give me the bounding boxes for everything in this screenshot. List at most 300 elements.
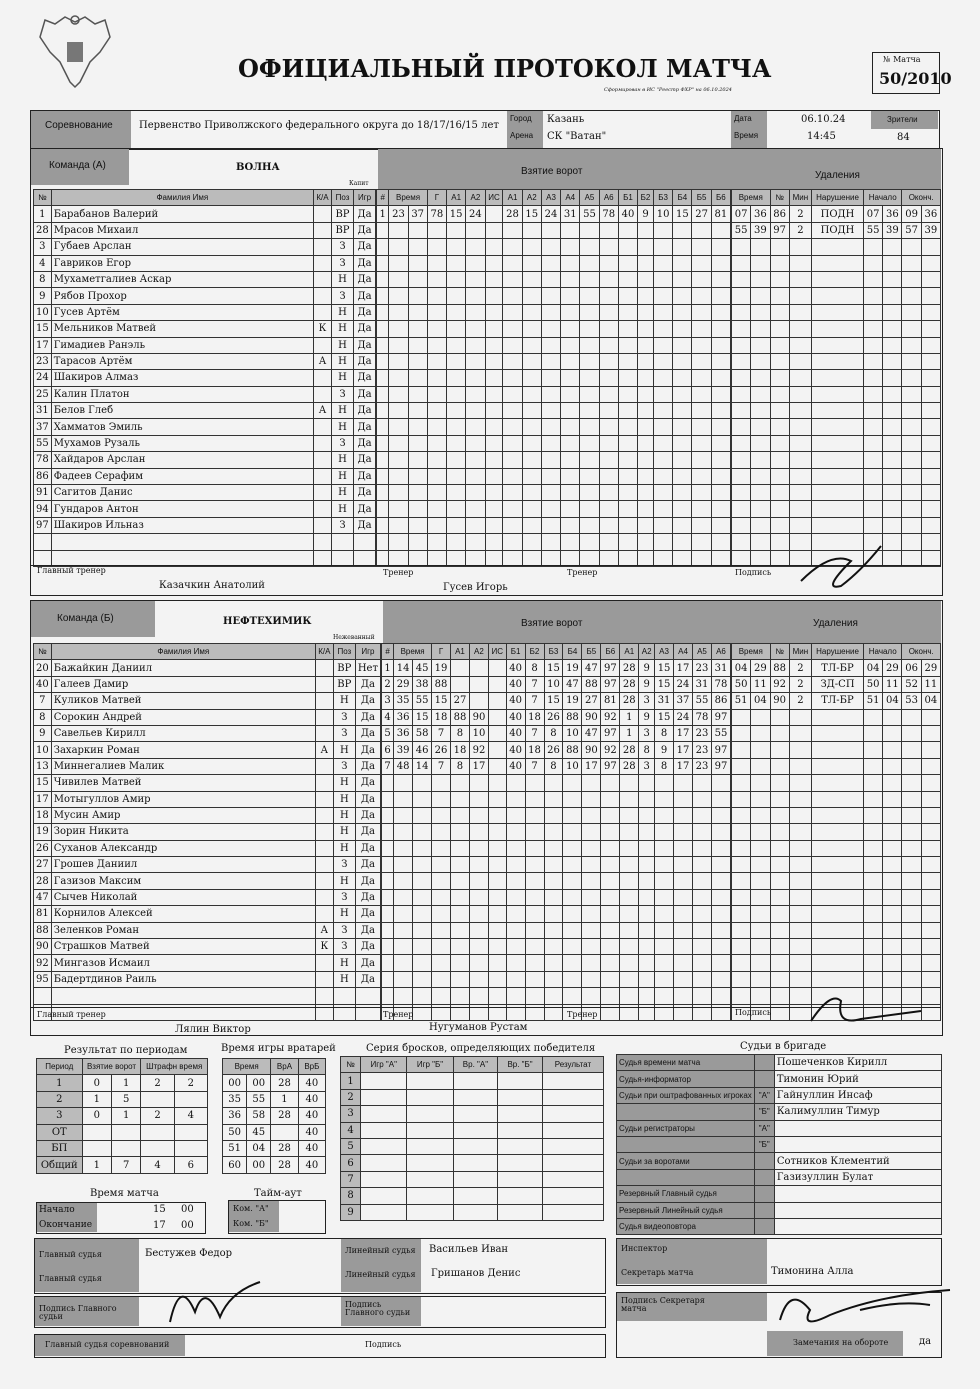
- pen-header-cell: №: [770, 644, 789, 660]
- player-number: 28: [34, 222, 52, 238]
- pen-cell: [921, 725, 940, 741]
- goal-cell: [427, 271, 446, 287]
- player-role: [315, 988, 333, 1004]
- player-played: Да: [354, 370, 376, 386]
- goal-cell: [599, 271, 618, 287]
- table-row: [382, 971, 731, 987]
- gk-cell: 40: [298, 1108, 325, 1124]
- pen-cell: [812, 775, 864, 791]
- goal-cell: [469, 889, 488, 905]
- goal-cell: [389, 222, 408, 238]
- shootout-cell: [453, 1155, 498, 1171]
- pen-cell: [921, 501, 940, 517]
- pen-cell: 50: [863, 676, 882, 692]
- goal-cell: [503, 288, 522, 304]
- goal-cell: [503, 517, 522, 533]
- goal-cell: [601, 791, 620, 807]
- player-position: З: [333, 889, 355, 905]
- shootout-cell: [498, 1138, 543, 1154]
- referee-name: [774, 1136, 941, 1152]
- goal-cell: [506, 939, 525, 955]
- goal-cell: 15: [413, 709, 432, 725]
- goal-cell: [451, 824, 470, 840]
- goal-cell: [503, 468, 522, 484]
- pen-cell: [902, 534, 921, 550]
- goal-cell: [413, 988, 432, 1004]
- goal-cell: [485, 468, 503, 484]
- team-b-coach: Лялин Виктор: [175, 1024, 251, 1035]
- player-name: Губаев Арслан: [51, 239, 313, 255]
- pen-cell: [902, 403, 921, 419]
- table-row: [34, 517, 376, 533]
- goal-cell: [692, 791, 711, 807]
- player-role: [315, 955, 333, 971]
- pen-cell: [789, 857, 811, 873]
- goal-cell: [541, 239, 560, 255]
- match-no-label: № Матча: [883, 55, 921, 64]
- goals-header-cell: А2: [469, 644, 488, 660]
- pen-cell: [902, 840, 921, 856]
- pen-cell: [751, 840, 770, 856]
- goal-cell: [654, 386, 673, 402]
- goal-cell: [541, 353, 560, 369]
- goal-cell: 10: [563, 725, 582, 741]
- player-position: Н: [333, 824, 355, 840]
- period-cell: 7: [112, 1157, 141, 1173]
- goal-cell: [618, 255, 637, 271]
- goal-cell: [580, 534, 599, 550]
- goal-cell: 15: [522, 206, 541, 222]
- goal-cell: [522, 403, 541, 419]
- goal-cell: [389, 419, 408, 435]
- shootout-cell: [498, 1188, 543, 1204]
- goal-cell: [389, 485, 408, 501]
- goal-cell: [522, 501, 541, 517]
- goal-cell: 28: [620, 676, 639, 692]
- pen-cell: [921, 321, 940, 337]
- period-cell: [174, 1124, 207, 1140]
- goal-cell: [674, 939, 693, 955]
- goals-header-cell: Б6: [711, 190, 730, 206]
- table-row: [341, 1171, 604, 1187]
- goal-cell: [503, 239, 522, 255]
- goal-cell: [488, 824, 506, 840]
- table-row: [37, 1157, 208, 1173]
- goal-cell: [432, 857, 451, 873]
- goal-cell: [485, 337, 503, 353]
- goal-cell: [377, 321, 389, 337]
- goal-cell: [544, 939, 563, 955]
- pen-cell: [789, 370, 811, 386]
- pen-cell: [863, 758, 882, 774]
- goal-cell: [711, 906, 730, 922]
- goal-cell: [692, 840, 711, 856]
- pen-cell: [751, 988, 770, 1004]
- goal-cell: [599, 452, 618, 468]
- goal-cell: 97: [601, 660, 620, 676]
- goal-cell: [432, 873, 451, 889]
- goal-cell: [673, 288, 692, 304]
- goal-cell: [447, 534, 466, 550]
- goal-cell: [488, 955, 506, 971]
- goal-cell: [408, 517, 427, 533]
- player-name: Захаркин Роман: [51, 742, 315, 758]
- shootout-table: [340, 1056, 604, 1221]
- goal-cell: [427, 452, 446, 468]
- goal-cell: [382, 955, 394, 971]
- goal-cell: [544, 889, 563, 905]
- pen-cell: [770, 709, 789, 725]
- pen-cell: [812, 857, 864, 873]
- table-row: [37, 1091, 208, 1107]
- table-row: [34, 452, 376, 468]
- goal-cell: [377, 288, 389, 304]
- pen-cell: [789, 824, 811, 840]
- pen-cell: ПОДН: [812, 206, 864, 222]
- referee-tag: [754, 1169, 774, 1185]
- goal-cell: [563, 988, 582, 1004]
- player-played: Да: [355, 775, 380, 791]
- player-name: Суханов Александр: [51, 840, 315, 856]
- goal-cell: [620, 840, 639, 856]
- pen-cell: [732, 419, 751, 435]
- player-position: З: [333, 922, 355, 938]
- pen-cell: [902, 239, 921, 255]
- goal-cell: [692, 419, 711, 435]
- goal-cell: [466, 370, 485, 386]
- goal-cell: [639, 857, 655, 873]
- player-position: Н: [332, 452, 354, 468]
- pen-cell: [732, 775, 751, 791]
- team-a-coach: Казачкин Анатолий: [159, 580, 265, 591]
- pen-cell: [732, 824, 751, 840]
- pen-cell: [751, 889, 770, 905]
- goal-cell: [522, 435, 541, 451]
- pen-cell: [732, 758, 751, 774]
- player-played: Да: [355, 857, 380, 873]
- shootout-cell: [453, 1188, 498, 1204]
- goal-cell: [618, 321, 637, 337]
- player-role: [315, 824, 333, 840]
- goal-cell: [544, 955, 563, 971]
- goal-cell: 55: [580, 206, 599, 222]
- pen-cell: [921, 889, 940, 905]
- goal-cell: [674, 807, 693, 823]
- player-role: К: [315, 939, 333, 955]
- shootout-cell: [453, 1171, 498, 1187]
- pen-cell: [770, 386, 789, 402]
- shootout-num: 5: [341, 1138, 361, 1154]
- goal-cell: 55: [711, 725, 730, 741]
- table-row: [732, 435, 941, 451]
- goals-header-cell: Б6: [601, 644, 620, 660]
- goal-cell: [654, 222, 673, 238]
- goal-cell: [620, 906, 639, 922]
- goal-cell: 3: [639, 725, 655, 741]
- table-row: [377, 468, 731, 484]
- goal-cell: [432, 971, 451, 987]
- goals-header-cell: А1: [447, 190, 466, 206]
- goal-cell: [674, 857, 693, 873]
- goal-cell: [582, 807, 601, 823]
- period-cell: [82, 1140, 111, 1156]
- pen-cell: [921, 337, 940, 353]
- table-row: [341, 1122, 604, 1138]
- pen-cell: [770, 971, 789, 987]
- player-played: Да: [355, 676, 380, 692]
- goal-cell: [544, 873, 563, 889]
- period-cell: [174, 1091, 207, 1107]
- pen-cell: 36: [921, 206, 940, 222]
- goal-cell: [711, 939, 730, 955]
- roster-header-cell: Игр: [354, 190, 376, 206]
- pen-cell: [770, 807, 789, 823]
- goal-cell: [413, 857, 432, 873]
- period-cell: 1: [112, 1108, 141, 1124]
- goal-cell: [447, 255, 466, 271]
- periods-header: [37, 1059, 208, 1075]
- goal-cell: [692, 452, 711, 468]
- goal-cell: 92: [601, 742, 620, 758]
- period-cell: 2: [37, 1091, 83, 1107]
- referee-role: Судья-информатор: [617, 1071, 755, 1087]
- goal-cell: 40: [506, 709, 525, 725]
- goal-cell: [488, 988, 506, 1004]
- pen-cell: [751, 791, 770, 807]
- player-name: [51, 534, 313, 550]
- pen-cell: [789, 742, 811, 758]
- goal-cell: [601, 840, 620, 856]
- team-b-coach2: Нугуманов Рустам: [429, 1022, 528, 1033]
- goal-cell: [466, 403, 485, 419]
- goal-cell: [432, 791, 451, 807]
- pen-cell: [789, 906, 811, 922]
- goal-cell: 1: [620, 709, 639, 725]
- goal-cell: [582, 971, 601, 987]
- team-a-name: ВОЛНА: [236, 162, 280, 173]
- pen-cell: [812, 419, 864, 435]
- referee-tag: [754, 1071, 774, 1087]
- start-hours: 15: [153, 1204, 166, 1215]
- pen-cell: 11: [883, 676, 902, 692]
- timeout-title: Тайм-аут: [254, 1188, 302, 1199]
- pen-cell: [812, 353, 864, 369]
- table-row: [377, 485, 731, 501]
- goal-cell: [503, 370, 522, 386]
- pen-cell: [883, 889, 902, 905]
- goal-cell: [389, 304, 408, 320]
- table-row: [382, 889, 731, 905]
- goals-header-cell: Время: [389, 190, 427, 206]
- pen-cell: [789, 452, 811, 468]
- pen-cell: [863, 370, 882, 386]
- goal-cell: [561, 452, 580, 468]
- pen-cell: [902, 485, 921, 501]
- goal-cell: [673, 321, 692, 337]
- main-ref-value: Бестужев Федор: [145, 1248, 233, 1259]
- table-row: [382, 693, 731, 709]
- line-ref1-value: Васильев Иван: [429, 1244, 509, 1255]
- table-row: [382, 775, 731, 791]
- goal-cell: [655, 889, 674, 905]
- goal-cell: [451, 889, 470, 905]
- pen-cell: [812, 435, 864, 451]
- goal-cell: [485, 304, 503, 320]
- referee-name: [774, 1120, 941, 1136]
- referee-name: Сотников Клементий: [774, 1153, 941, 1169]
- player-played: Да: [355, 971, 380, 987]
- pen-cell: [883, 435, 902, 451]
- pen-cell: [732, 922, 751, 938]
- pen-cell: 39: [883, 222, 902, 238]
- goal-cell: 28: [620, 742, 639, 758]
- goal-cell: [408, 239, 427, 255]
- pen-header-cell: Оконч.: [902, 190, 941, 206]
- pen-cell: [770, 370, 789, 386]
- player-name: Газизов Максим: [51, 873, 315, 889]
- remarks-value: да: [919, 1336, 932, 1347]
- goal-cell: [580, 468, 599, 484]
- goal-cell: 8: [544, 725, 563, 741]
- goal-cell: [673, 370, 692, 386]
- table-row: [223, 1075, 326, 1091]
- table-row: [377, 501, 731, 517]
- pen-cell: [883, 939, 902, 955]
- pen-cell: [863, 321, 882, 337]
- goal-cell: 26: [544, 709, 563, 725]
- goal-cell: [451, 922, 470, 938]
- pen-cell: [883, 791, 902, 807]
- pen-cell: [902, 517, 921, 533]
- goal-cell: [563, 873, 582, 889]
- player-role: [314, 370, 332, 386]
- player-position: Н: [333, 693, 355, 709]
- table-row: [34, 971, 381, 987]
- goal-cell: [654, 485, 673, 501]
- table-row: [34, 337, 376, 353]
- player-role: [314, 222, 332, 238]
- player-name: Савельев Кирилл: [51, 725, 315, 741]
- pen-cell: [921, 435, 940, 451]
- player-name: Корнилов Алексей: [51, 906, 315, 922]
- player-number: 1: [34, 206, 52, 222]
- gk-cell: 04: [247, 1140, 271, 1156]
- end-minutes: 00: [181, 1220, 194, 1231]
- pen-cell: [902, 824, 921, 840]
- pen-cell: [812, 873, 864, 889]
- table-row: [732, 419, 941, 435]
- player-name: Мельников Матвей: [51, 321, 313, 337]
- pen-cell: [921, 353, 940, 369]
- pen-cell: 07: [732, 206, 751, 222]
- goal-cell: 58: [413, 725, 432, 741]
- player-played: [355, 988, 380, 1004]
- goal-cell: [711, 452, 730, 468]
- goal-cell: [427, 534, 446, 550]
- goal-cell: [447, 403, 466, 419]
- goal-cell: 97: [711, 758, 730, 774]
- gk-cell: 50: [223, 1124, 247, 1140]
- pen-cell: [921, 271, 940, 287]
- goal-cell: [541, 534, 560, 550]
- pen-cell: [883, 288, 902, 304]
- goal-cell: [413, 955, 432, 971]
- goal-cell: [377, 271, 389, 287]
- player-number: 81: [34, 906, 52, 922]
- player-name: Сорокин Андрей: [51, 709, 315, 725]
- goal-cell: [485, 452, 503, 468]
- goal-cell: [377, 534, 389, 550]
- player-number: 86: [34, 468, 52, 484]
- table-row: [732, 255, 941, 271]
- goal-cell: [451, 807, 470, 823]
- pen-cell: [751, 452, 770, 468]
- pen-cell: [921, 922, 940, 938]
- goal-cell: [522, 485, 541, 501]
- goal-cell: [382, 889, 394, 905]
- pen-cell: [770, 889, 789, 905]
- player-name: Зорин Никита: [51, 824, 315, 840]
- goal-cell: [561, 255, 580, 271]
- table-row: [341, 1188, 604, 1204]
- player-played: Да: [355, 889, 380, 905]
- shootout-cell: [407, 1171, 453, 1187]
- pen-cell: [789, 321, 811, 337]
- pen-cell: [770, 758, 789, 774]
- pen-cell: 39: [751, 222, 770, 238]
- goal-cell: 9: [638, 206, 654, 222]
- goal-cell: [692, 337, 711, 353]
- table-row: [34, 239, 376, 255]
- goal-cell: [485, 435, 503, 451]
- pen-cell: [732, 321, 751, 337]
- roster-header-cell: Поз: [333, 644, 355, 660]
- goal-cell: [620, 791, 639, 807]
- pen-cell: [732, 534, 751, 550]
- player-number: 25: [34, 386, 52, 402]
- pen-cell: [812, 922, 864, 938]
- goal-cell: [711, 239, 730, 255]
- goal-cell: [563, 775, 582, 791]
- goal-cell: [466, 321, 485, 337]
- pen-cell: [770, 304, 789, 320]
- goal-cell: [377, 304, 389, 320]
- pen-cell: [883, 824, 902, 840]
- shootout-title: Серия бросков, определяющих победителя: [366, 1043, 596, 1054]
- player-role: [314, 485, 332, 501]
- goal-cell: [582, 775, 601, 791]
- pen-cell: [751, 857, 770, 873]
- goal-cell: [413, 922, 432, 938]
- goal-cell: [711, 971, 730, 987]
- team-b-goals-title: Взятие ворот: [521, 618, 583, 629]
- goal-cell: 14: [394, 660, 413, 676]
- player-position: ВР: [332, 206, 354, 222]
- goal-cell: [639, 971, 655, 987]
- player-position: [332, 534, 354, 550]
- goal-cell: [522, 255, 541, 271]
- goal-cell: [506, 971, 525, 987]
- pen-cell: [770, 873, 789, 889]
- goal-cell: 37: [674, 693, 693, 709]
- pen-cell: [732, 988, 751, 1004]
- pen-cell: 50: [732, 676, 751, 692]
- goal-cell: 90: [582, 709, 601, 725]
- goal-cell: [580, 370, 599, 386]
- goal-cell: [673, 485, 692, 501]
- goal-cell: 19: [432, 660, 451, 676]
- goal-cell: 78: [427, 206, 446, 222]
